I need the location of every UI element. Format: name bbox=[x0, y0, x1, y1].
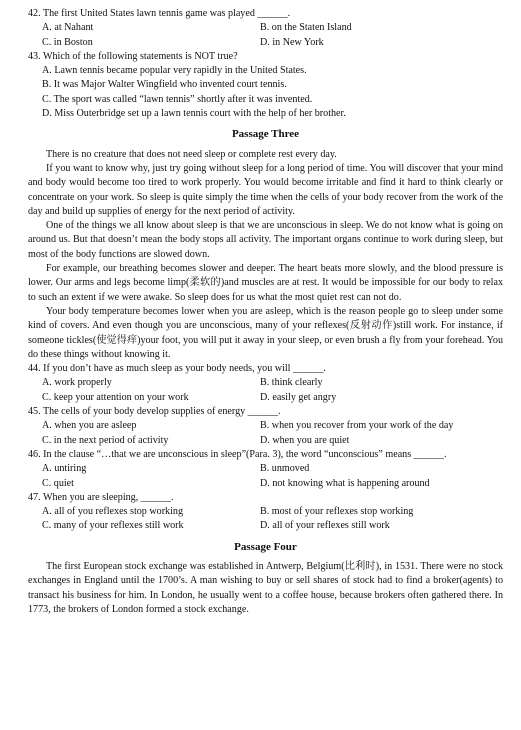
option-c: C. quiet bbox=[42, 477, 74, 489]
option-a: A. work properly bbox=[42, 377, 112, 389]
answer-options bbox=[28, 419, 503, 448]
option-b: B. unmoved bbox=[260, 463, 310, 475]
option-c: C. keep your attention on your work bbox=[42, 391, 189, 403]
passage-four-heading: Passage Four bbox=[234, 540, 297, 553]
answer-options bbox=[28, 505, 503, 534]
answer-options bbox=[28, 64, 503, 121]
question-46 bbox=[28, 448, 503, 491]
option-b: B. think clearly bbox=[260, 377, 323, 389]
question-44 bbox=[28, 362, 503, 405]
question-42 bbox=[28, 7, 503, 50]
question-stem: 46. In the clause “…that we are unconscious in sleep”(Para. 3), the word “unconscious” means ______. bbox=[28, 448, 447, 460]
answer-options bbox=[28, 462, 503, 491]
question-45 bbox=[28, 405, 503, 448]
question-47 bbox=[28, 491, 503, 534]
option-b: B. It was Major Walter Wingfield who invented court tennis. bbox=[42, 79, 287, 91]
option-d: D. all of your reflexes still work bbox=[260, 520, 390, 532]
option-c: C. The sport was called “lawn tennis” shortly after it was invented. bbox=[42, 93, 313, 105]
option-b: B. on the Staten Island bbox=[260, 22, 352, 34]
paragraph: For example, our breathing becomes slower and deeper. The heart beats more slowly, and the blood pressure is lower. Our arms and legs become limp(柔软的)and muscles are at rest. It would be impossible for our body to relax to such an extent if we were awake. So sleep does for us what the most quiet rest can not do. bbox=[28, 263, 503, 303]
option-a: A. untiring bbox=[42, 463, 87, 475]
paragraph: One of the things we all know about sleep is that we are unconscious in sleep. We do not know what is going on around us. But that doesn’t mean the body stops all activity. The important organs continue to work during sleep, but most of the body functions are slowed down. bbox=[28, 220, 503, 260]
option-b: B. when you recover from your work of the day bbox=[260, 420, 454, 432]
option-d: D. not knowing what is happening around bbox=[260, 477, 430, 489]
paragraph: Your body temperature becomes lower when you are asleep, which is the reason people go to sleep under some kind of covers. And even though you are unconscious, many of your reflexes(反射动作)still work. For instance, if someone tickles(使觉得痒)your foot, you will put it away in your sleep, or even brush a fly from your forehead. You do these things without knowing it. bbox=[28, 305, 503, 360]
paragraph: The first European stock exchange was established in Antwerp, Belgium(比利时), in 1531. There were no stock exchanges in England until the 1700’s. A man wishing to buy or sell shares of stock had to find a broker(agents) to transact his business for him. In London, he usually went to a coffee house, because brokers often gathered there. In 1773, the brokers of London formed a stock exchange. bbox=[28, 560, 503, 615]
option-b: B. most of your reflexes stop working bbox=[260, 506, 414, 518]
question-stem: 44. If you don’t have as much sleep as your body needs, you will ______. bbox=[28, 363, 326, 375]
option-a: A. at Nahant bbox=[42, 22, 94, 34]
passage-three-heading: Passage Three bbox=[231, 128, 300, 141]
answer-options bbox=[28, 376, 503, 405]
option-c: C. in Boston bbox=[42, 36, 93, 48]
question-stem: 43. Which of the following statements is NOT true? bbox=[28, 50, 238, 62]
option-a: A. Lawn tennis became popular very rapidly in the United States. bbox=[42, 65, 307, 77]
option-d: D. when you are quiet bbox=[260, 434, 350, 446]
option-d: D. Miss Outerbridge set up a lawn tennis court with the help of her brother. bbox=[42, 108, 346, 120]
paragraph: There is no creature that does not need sleep or complete rest every day. bbox=[46, 148, 337, 160]
paragraph: If you want to know why, just try going without sleep for a long period of time. You will discover that your mind and body would become too tired to work properly. You would become irritable and find it hard to think clearly or concentrate on your work. So sleep is quite simply the time when the cells of your body recover from the work of the day and build up supplies of energy for the next period of activity. bbox=[28, 162, 503, 217]
passage-four-body bbox=[28, 560, 503, 617]
option-c: C. in the next period of activity bbox=[42, 434, 169, 446]
answer-options bbox=[28, 21, 503, 50]
question-stem: 42. The first United States lawn tennis game was played ______. bbox=[28, 8, 291, 19]
passage-three-body bbox=[28, 148, 503, 362]
option-a: A. all of you reflexes stop working bbox=[42, 506, 184, 518]
option-a: A. when you are asleep bbox=[42, 420, 137, 432]
question-stem: 47. When you are sleeping, ______. bbox=[28, 491, 174, 503]
option-d: D. in New York bbox=[260, 36, 324, 48]
question-stem: 45. The cells of your body develop supplies of energy ______. bbox=[28, 406, 281, 418]
option-c: C. many of your reflexes still work bbox=[42, 520, 184, 532]
option-d: D. easily get angry bbox=[260, 391, 337, 403]
question-43 bbox=[28, 50, 503, 121]
